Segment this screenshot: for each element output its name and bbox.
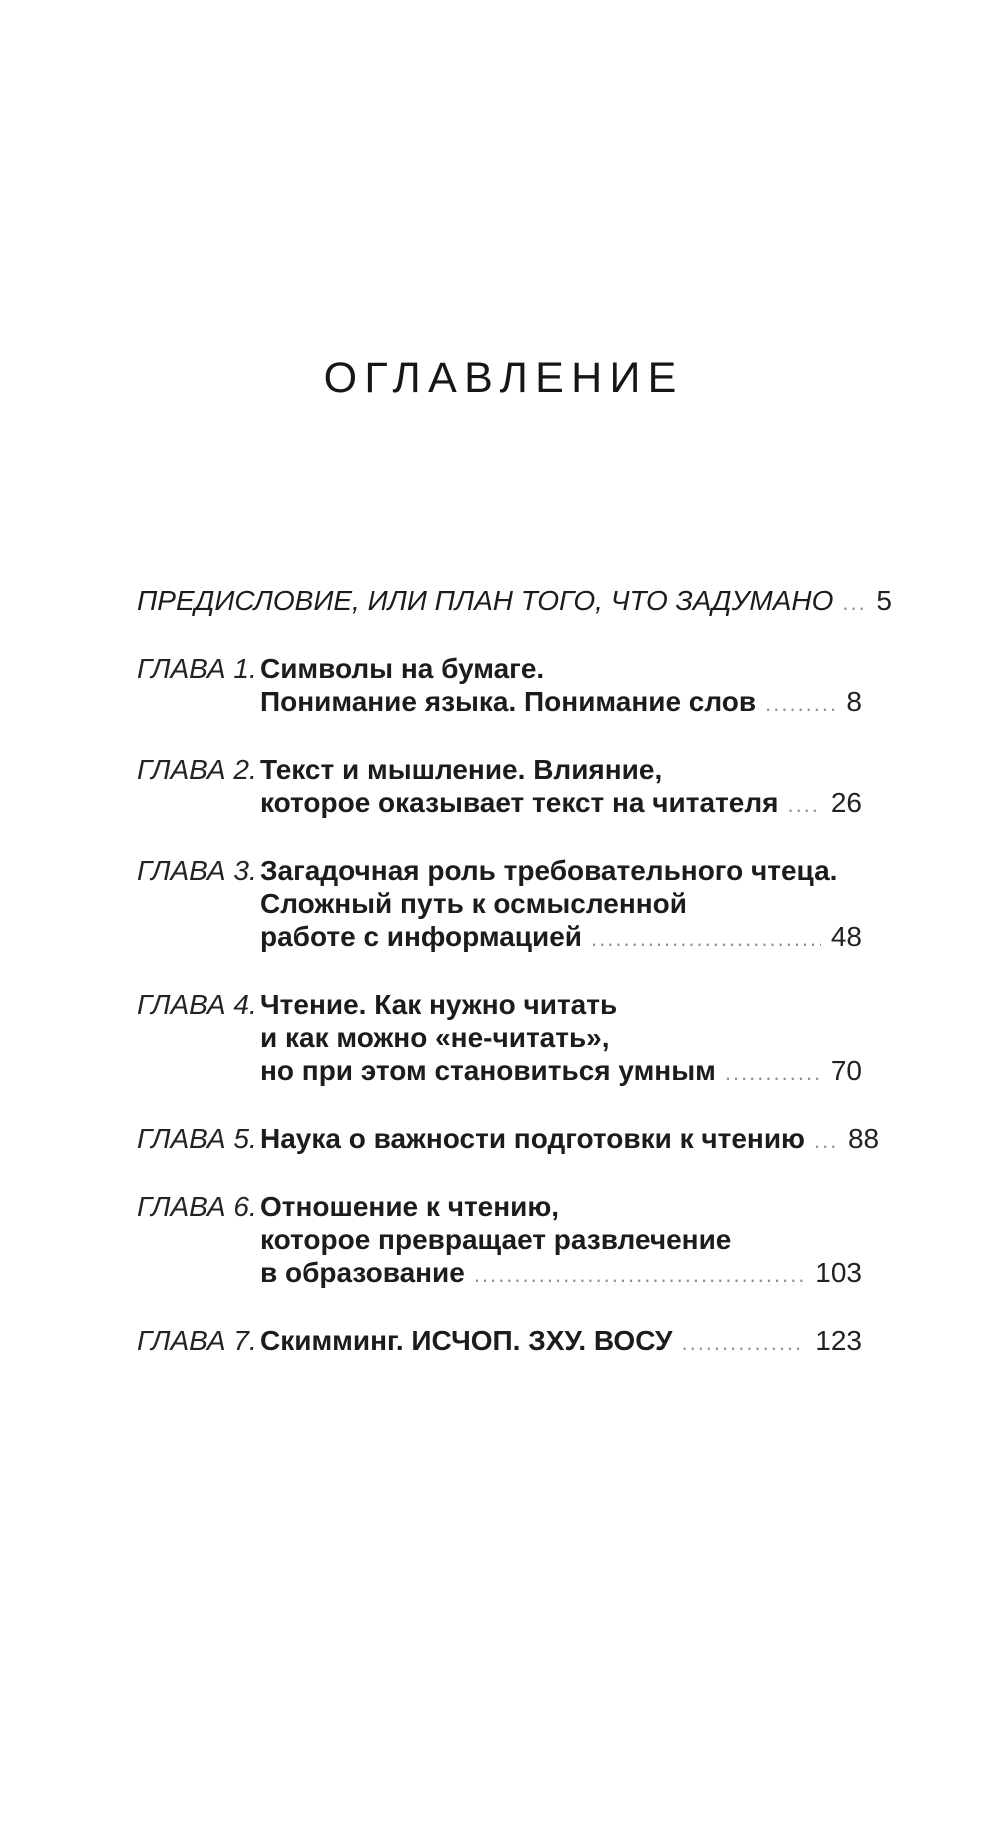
chapter-title-text: Наука о важности подготовки к чтению (260, 1123, 805, 1154)
chapter-label: ГЛАВА 7. (137, 1325, 257, 1356)
table-of-contents (137, 584, 892, 1359)
page-number: 88 (847, 1123, 880, 1154)
page-number: 103 (815, 1257, 862, 1288)
chapter-title (260, 988, 862, 1089)
chapter-title-text: ПРЕДИСЛОВИЕ, ИЛИ ПЛАН ТОГО, ЧТО ЗАДУМАНО (137, 585, 834, 616)
chapter-label: ГЛАВА 1. (137, 653, 257, 684)
chapter-title-line (260, 685, 862, 720)
chapter-title-text: но при этом становиться умным (260, 1055, 716, 1086)
chapter-title-line: Текст и мышление. Влияние, (260, 754, 663, 785)
toc-entry (137, 652, 862, 720)
chapter-title-line: Сложный путь к осмысленной (260, 888, 687, 919)
chapter-label: ГЛАВА 6. (137, 1191, 257, 1222)
chapter-title-line (137, 584, 892, 619)
chapter-title-line (260, 1122, 880, 1157)
chapter-title-text: работе с информацией (260, 921, 583, 952)
page-number: 70 (830, 1055, 862, 1086)
dotted-leader (765, 687, 836, 720)
toc-entry (137, 1122, 880, 1157)
chapter-title-line: и как можно «не-читать», (260, 1022, 610, 1053)
chapter-title-text: в образование (260, 1257, 465, 1288)
chapter-title (260, 652, 862, 720)
chapter-title-line (260, 786, 862, 821)
chapter-title-text: Скимминг. ИСЧОП. ЗХУ. ВОСУ (260, 1325, 673, 1356)
chapter-title-line: Символы на бумаге. (260, 653, 545, 684)
toc-entry (137, 753, 862, 821)
chapter-title-line: Чтение. Как нужно читать (260, 989, 618, 1020)
page-number: 26 (830, 787, 862, 818)
dotted-leader (814, 1124, 838, 1157)
page-number: 123 (815, 1325, 862, 1356)
toc-entry (137, 988, 862, 1089)
page-number: 8 (846, 686, 862, 717)
page-title: ОГЛАВЛЕНИЕ (323, 354, 684, 402)
chapter-label: ГЛАВА 3. (137, 855, 257, 886)
toc-entry-preface (137, 584, 892, 619)
page-number: 48 (830, 921, 862, 952)
chapter-title-line: Отношение к чтению, (260, 1191, 560, 1222)
chapter-title-text: Понимание языка. Понимание слов (260, 686, 757, 717)
page-number: 5 (876, 585, 892, 616)
chapter-title-text: которое оказывает текст на читателя (260, 787, 779, 818)
dotted-leader (787, 788, 820, 821)
toc-entry (137, 854, 862, 955)
toc-entry (137, 1324, 862, 1359)
chapter-title-line (260, 1324, 862, 1359)
chapter-title-line: Загадочная роль требовательного чтеца. (260, 855, 838, 886)
chapter-title (260, 753, 862, 821)
dotted-leader (474, 1258, 805, 1291)
chapter-title (260, 1122, 880, 1157)
chapter-label: ГЛАВА 2. (137, 754, 257, 785)
toc-entry (137, 1190, 862, 1291)
dotted-leader (681, 1326, 805, 1359)
chapter-label: ГЛАВА 5. (137, 1123, 257, 1154)
book-page (0, 356, 1000, 1827)
dotted-leader (842, 586, 866, 619)
chapter-label: ГЛАВА 4. (137, 989, 257, 1020)
chapter-title (137, 584, 892, 619)
chapter-title (260, 854, 862, 955)
chapter-title-line (260, 920, 862, 955)
chapter-title-line: которое превращает развлечение (260, 1224, 732, 1255)
chapter-title (260, 1324, 862, 1359)
dotted-leader (725, 1056, 821, 1089)
chapter-title-line (260, 1054, 862, 1089)
chapter-title (260, 1190, 862, 1291)
chapter-title-line (260, 1256, 862, 1291)
dotted-leader (591, 922, 821, 955)
